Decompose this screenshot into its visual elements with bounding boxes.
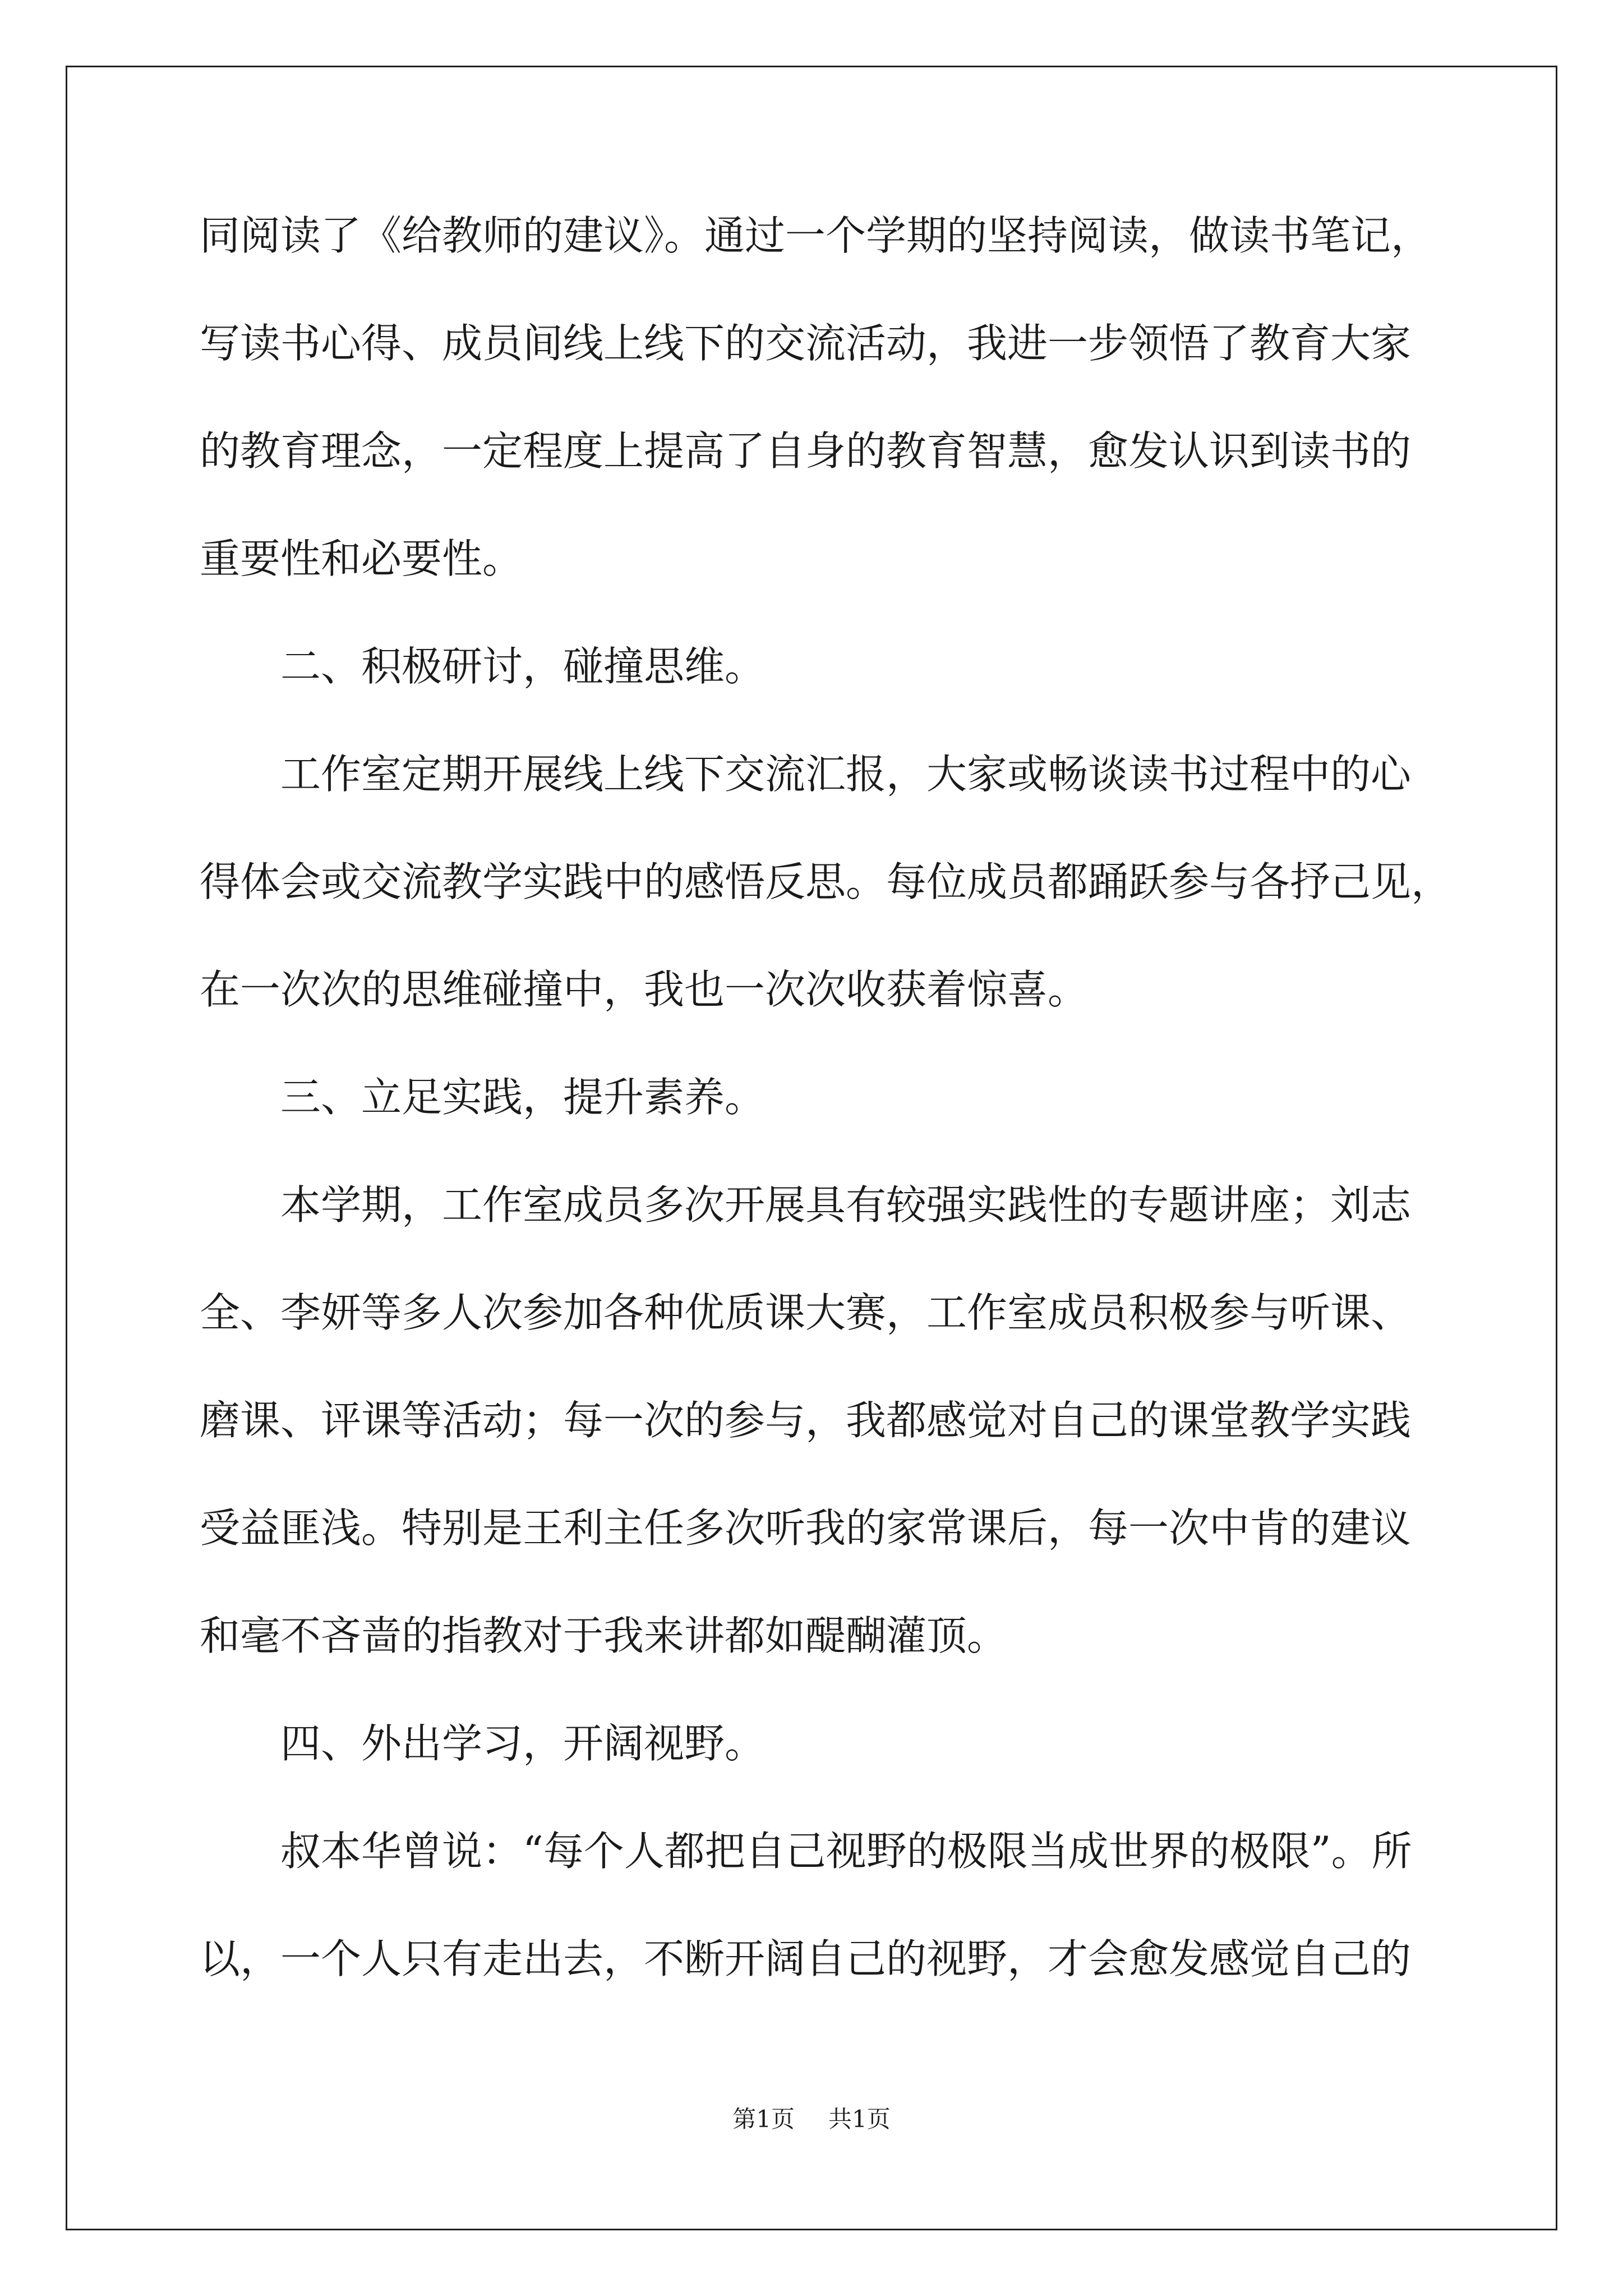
text-line: 重要性和必要性。 (200, 535, 523, 582)
page-border (66, 66, 1557, 2230)
text-line: 得体会或交流教学实践中的感悟反思。每位成员都踊跃参与各抒己见， (200, 858, 1452, 905)
section-heading: 三、立足实践，提升素养。 (280, 1074, 766, 1121)
text-line: 工作室定期开展线上线下交流汇报，大家或畅谈读书过程中的心 (280, 751, 1412, 798)
page-number: 第1页 (732, 2105, 795, 2133)
text-line: 受益匪浅。特别是王利主任多次听我的家常课后，每一次中肯的建议 (200, 1504, 1412, 1552)
text-line: 以，一个人只有走出去，不断开阔自己的视野，才会愈发感觉自己的 (200, 1935, 1412, 1982)
text-line: 和毫不吝啬的指教对于我来讲都如醍醐灌顶。 (200, 1612, 1008, 1659)
text-line: 全、李妍等多人次参加各种优质课大赛，工作室成员积极参与听课、 (200, 1289, 1412, 1336)
text-line: 在一次次的思维碰撞中，我也一次次收获着惊喜。 (200, 966, 1089, 1013)
text-line: 叔本华曾说：“每个人都把自己视野的极限当成世界的极限”。所 (280, 1828, 1412, 1875)
text-line: 写读书心得、成员间线上线下的交流活动，我进一步领悟了教育大家 (200, 320, 1412, 367)
section-heading: 二、积极研讨，碰撞思维。 (280, 643, 766, 690)
text-line: 的教育理念，一定程度上提高了自身的教育智慧，愈发认识到读书的 (200, 427, 1412, 475)
text-line: 本学期，工作室成员多次开展具有较强实践性的专题讲座；刘志 (280, 1181, 1412, 1228)
text-line: 同阅读了《给教师的建议》。通过一个学期的坚持阅读，做读书笔记， (200, 212, 1432, 259)
text-line: 磨课、评课等活动；每一次的参与，我都感觉对自己的课堂教学实践 (200, 1397, 1412, 1444)
page-footer (0, 2104, 1623, 2135)
section-heading: 四、外出学习，开阔视野。 (280, 1720, 766, 1767)
page-total: 共1页 (828, 2105, 891, 2133)
